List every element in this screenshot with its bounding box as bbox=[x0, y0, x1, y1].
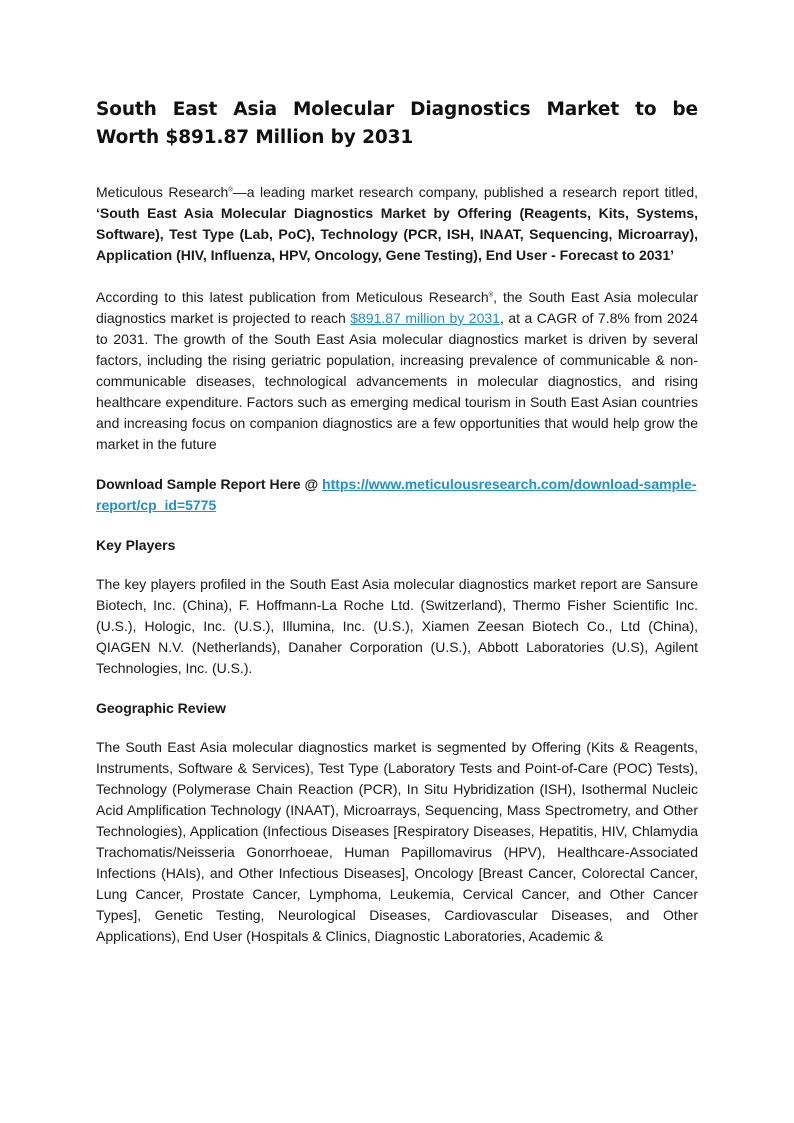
page-title: South East Asia Molecular Diagnostics Market to be Worth $891.87 Million by 2031 bbox=[96, 99, 698, 148]
intro-lead-rest: —a leading market research company, published a research report titled, bbox=[232, 184, 698, 200]
market-value-link[interactable]: $891.87 million by 2031 bbox=[350, 310, 500, 326]
intro-paragraph bbox=[96, 182, 698, 266]
download-sample-link[interactable]: https://www.meticulousresearch.com/download-sample-report/cp_id=5775 bbox=[96, 476, 697, 513]
key-players-paragraph: The key players profiled in the South East Asia molecular diagnostics market report are Sansure Biotech, Inc. (China), F. Hoffmann-La Roche Ltd. (Switzerland), Thermo Fisher Scientific Inc. (U.S.), Hologic, Inc. (U.S.), Illumina, Inc. (U.S.), Xiamen Zeesan Biotech Co., Ltd (China), QIAGEN N.V. (Netherlands), Danaher Corporation (U.S.), Abbott Laboratories (U.S), Agilent Technologies, Inc. (U.S.). bbox=[96, 576, 698, 676]
summary-paragraph bbox=[96, 287, 698, 455]
report-title: ‘South East Asia Molecular Diagnostics Market by Offering (Reagents, Kits, Systems, Software), Test Type (Lab, PoC), Technology (PCR, ISH, INAAT, Sequencing, Microarray), Application (HIV, Influenza, HPV, Oncology, Gene Testing), End User - Forecast to 2031’ bbox=[96, 205, 698, 263]
registered-mark: ® bbox=[488, 292, 494, 299]
intro-lead: Meticulous Research bbox=[96, 184, 229, 200]
registered-mark: ® bbox=[228, 187, 233, 194]
download-label: Download Sample Report Here @ bbox=[96, 476, 323, 492]
geographic-review-heading: Geographic Review bbox=[96, 700, 226, 716]
summary-part3: , at a CAGR of 7.8% from 2024 to 2031. The growth of the South East Asia molecular diagnostics market is driven by several factors, including the rising geriatric population, increasing prevalence of communicable & non-communicable diseases, technological advancements in molecular diagnostics, and rising healthcare expenditure. Factors such as emerging medical tourism in South East Asian countries and increasing focus on companion diagnostics are a few opportunities that would help grow the market in the future bbox=[96, 310, 698, 452]
download-paragraph bbox=[96, 474, 698, 516]
document-page bbox=[96, 96, 698, 966]
key-players-heading: Key Players bbox=[96, 537, 176, 553]
summary-part2: , the South East Asia molecular diagnostics market is projected to reach bbox=[96, 289, 698, 326]
summary-part1: According to this latest publication from Meticulous Research bbox=[96, 289, 489, 305]
geographic-review-paragraph: The South East Asia molecular diagnostics market is segmented by Offering (Kits & Reagents, Instruments, Software & Services), Test Type (Laboratory Tests and Point-of-Care (POC) Tests), Technology (Polymerase Chain Reaction (PCR), In Situ Hybridization (ISH), Isothermal Nucleic Acid Amplification Technology (INAAT), Microarrays, Sequencing, Mass Spectrometry, and Other Technologies), Application (Infectious Diseases [Respiratory Diseases, Hepatitis, HIV, Chlamydia Trachomatis/Neisseria Gonorrhoeae, Human Papillomavirus (HPV), Healthcare-Associated Infections (HAIs), and Other Infectious Diseases], Oncology [Breast Cancer, Colorectal Cancer, Lung Cancer, Prostate Cancer, Lymphoma, Leukemia, Cervical Cancer, and Other Cancer Types], Genetic Testing, Neurological Diseases, Cardiovascular Diseases, and Other Applications), End User (Hospitals & Clinics, Diagnostic Laboratories, Academic & bbox=[96, 739, 698, 944]
